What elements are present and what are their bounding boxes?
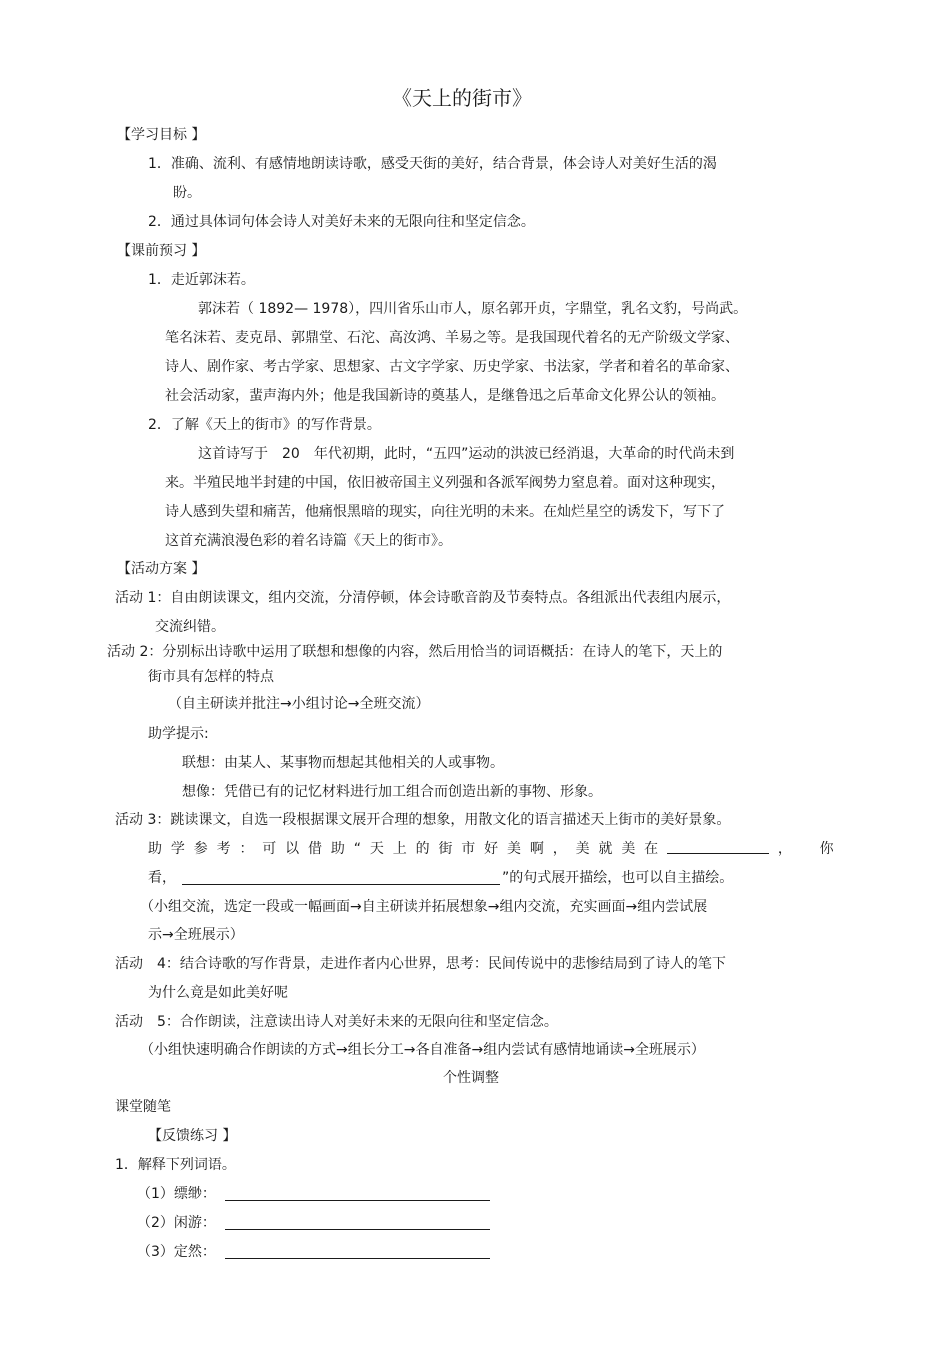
bio-line-4: 社会活动家，蜚声海内外；他是我国新诗的奠基人，是继鲁迅之后革命文化界公认的领袖。 <box>165 388 725 404</box>
activity-5: 活动 5：合作朗读，注意读出诗人对美好未来的无限向往和坚定信念。 <box>115 1014 558 1030</box>
background-line-4: 这首充满浪漫色彩的着名诗篇《天上的街市》。 <box>165 533 452 549</box>
activity-2-flow: （自主研读并批注→小组讨论→全班交流） <box>168 696 430 712</box>
activity-3: 活动 3：跳读课文，自选一段根据课文展开合理的想象，用散文化的语言描述天上街市的美好景象。 <box>115 812 731 828</box>
bio-line-2: 笔名沫若、麦克昂、郭鼎堂、石沱、高汝鸿、羊易之等。是我国现代着名的无产阶级文学家、 <box>165 330 739 346</box>
preview-item-2: 2．了解《天上的街市》的写作背景。 <box>148 417 381 433</box>
ref-char: “ <box>353 841 361 857</box>
activity-3-flow-line-1: （小组交流，选定一段或一幅画面→自主研读并拓展想象→组内交流，充实画面→组内尝试展 <box>140 899 708 915</box>
section-header-preview: 【课前预习 】 <box>117 243 206 259</box>
goal-1-line-1: 1．准确、流利、有感情地朗读诗歌，感受天街的美好，结合背景，体会诗人对美好生活的渴 <box>148 156 717 172</box>
ref-char: 天 <box>369 841 384 857</box>
background-line-3: 诗人感到失望和痛苦，他痛恨黑暗的现实，向往光明的未来。在灿烂星空的诱发下，写下了 <box>165 504 725 520</box>
ref-char: ： <box>239 841 254 857</box>
activity-2-line-2: 街市具有怎样的特点 <box>148 669 274 685</box>
ref-char: 美 <box>621 841 636 857</box>
preview-item-1: 1．走近郭沫若。 <box>148 272 255 288</box>
ref-char: 市 <box>461 841 476 857</box>
activity-4-line-2: 为什么竟是如此美好呢 <box>148 985 288 1001</box>
class-notes-label: 课堂随笔 <box>115 1099 171 1115</box>
activity-1-line-1: 活动 1：自由朗读课文，组内交流，分清停顿，体会诗歌音韵及节奏特点。各组派出代表组内展示， <box>115 590 731 606</box>
ref-char: 的 <box>415 841 430 857</box>
answer-line-3[interactable] <box>225 1258 490 1259</box>
section-header-feedback: 【反馈练习 】 <box>148 1128 237 1144</box>
ref-char: 你 <box>819 841 834 857</box>
ref-char: 好 <box>484 841 499 857</box>
ref-char: 借 <box>308 841 323 857</box>
ref-char: 可 <box>262 841 277 857</box>
personal-adjust-label: 个性调整 <box>443 1070 499 1086</box>
section-header-goals: 【学习目标 】 <box>117 127 206 143</box>
answer-line-1[interactable] <box>225 1200 490 1201</box>
ref-char: 助 <box>148 841 162 857</box>
ref-char: 助 <box>330 841 345 857</box>
hint-association: 联想：由某人、某事物而想起其他相关的人或事物。 <box>182 755 504 771</box>
answer-line-2[interactable] <box>225 1229 490 1230</box>
feedback-item-2: （2）闲游： <box>137 1215 216 1231</box>
ref-char: 就 <box>598 841 613 857</box>
blank-line[interactable] <box>182 884 500 885</box>
ref-char: 街 <box>438 841 453 857</box>
goal-2: 2．通过具体词句体会诗人对美好未来的无限向往和坚定信念。 <box>148 214 535 230</box>
ref-char: 啊 <box>529 841 544 857</box>
activity-3-flow-line-2: 示→全班展示） <box>148 927 244 943</box>
ref-char: 美 <box>507 841 522 857</box>
hint-label: 助学提示: <box>148 726 209 742</box>
reference-line-2-start: 看， <box>148 870 176 886</box>
reference-line-2-end: ”的句式展开描绘，也可以自主描绘。 <box>502 870 734 886</box>
background-line-1: 这首诗写于 20 年代初期，此时，“五四”运动的洪波已经消退，大革命的时代尚未到 <box>198 446 735 462</box>
ref-char: 参 <box>193 841 208 857</box>
page-title: 《天上的街市》 <box>392 86 532 110</box>
ref-char: 以 <box>285 841 300 857</box>
activity-4-line-1: 活动 4：结合诗歌的写作背景，走进作者内心世界，思考：民间传说中的悲惨结局到了诗人的笔下 <box>115 956 726 972</box>
activity-2-line-1: 活动 2：分别标出诗歌中运用了联想和想像的内容，然后用恰当的词语概括：在诗人的笔下，天上的 <box>107 644 723 660</box>
feedback-item-1: （1）缥缈： <box>137 1186 216 1202</box>
activity-1-line-2: 交流纠错。 <box>155 619 225 635</box>
blank-line[interactable] <box>667 839 769 854</box>
reference-line-1 <box>148 839 834 859</box>
hint-imagination: 想像：凭借已有的记忆材料进行加工组合而创造出新的事物、形象。 <box>182 784 602 800</box>
section-header-activities: 【活动方案 】 <box>117 561 206 577</box>
ref-char: ， <box>777 841 792 857</box>
ref-char: 学 <box>170 841 185 857</box>
ref-char: 在 <box>644 841 659 857</box>
bio-line-3: 诗人、剧作家、考古学家、思想家、古文字学家、历史学家、书法家，学者和着名的革命家、 <box>165 359 739 375</box>
background-line-2: 来。半殖民地半封建的中国，依旧被帝国主义列强和各派军阀势力窒息着。面对这种现实， <box>165 475 725 491</box>
bio-line-1: 郭沫若（ 1892— 1978），四川省乐山市人，原名郭开贞，字鼎堂，乳名文豹，号尚武。 <box>198 301 748 317</box>
goal-1-line-2: 盼。 <box>173 185 201 201</box>
ref-char: 美 <box>575 841 590 857</box>
ref-char: 上 <box>392 841 407 857</box>
activity-5-flow: （小组快速明确合作朗读的方式→组长分工→各自准备→组内尝试有感情地诵读→全班展示） <box>140 1042 705 1058</box>
feedback-item-3: （3）定然： <box>137 1244 216 1260</box>
feedback-question-1: 1．解释下列词语。 <box>115 1157 236 1173</box>
ref-char <box>801 839 811 859</box>
ref-char: ， <box>552 841 567 857</box>
ref-char: 考 <box>216 841 231 857</box>
